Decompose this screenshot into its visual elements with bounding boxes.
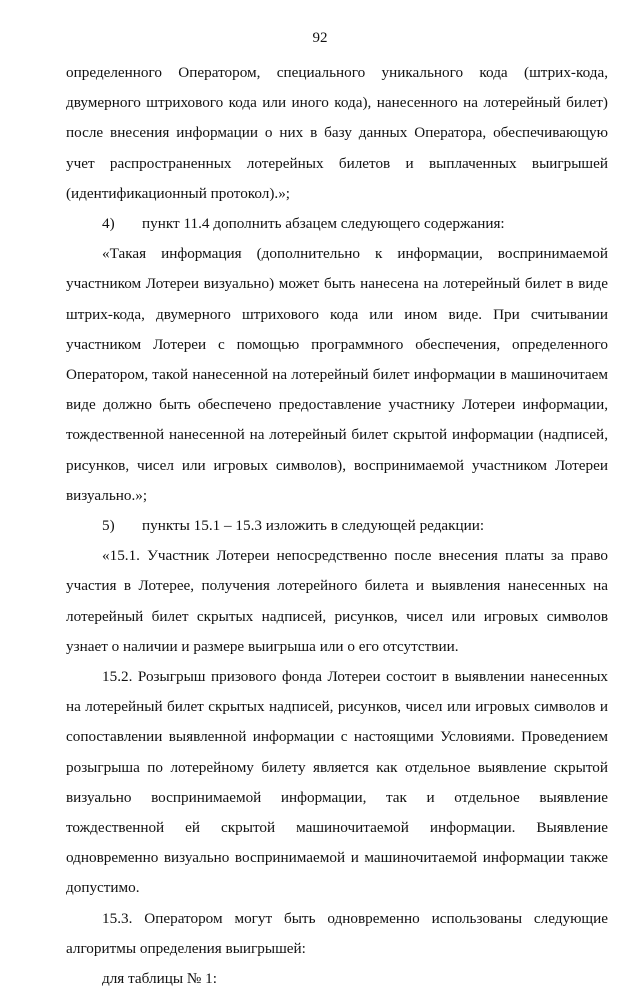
list-item-5-number: 5) [102, 517, 115, 535]
paragraph-machine-readable-info: «Такая информация (дополнительно к информации, воспринимаемой участником Лотереи визуально) может быть нанесена на лотерейный билет в виде штрих-кода, двумерного штрихового кода или ином виде. При считывании участником Лотереи с помощью программного обеспечения, определенного Оператором, такой нанесенной на лотерейный билет информации в машиночитаем виде должно быть обеспечено предоставление участнику Лотереи информации, тождественной нанесенной на лотерейный билет скрытой информации (надписей, рисунков, чисел или игровых символов), воспринимаемой участником Лотереи визуально.»; [66, 245, 608, 504]
list-item-5 [66, 511, 608, 541]
paragraph-identification-protocol: определенного Оператором, специального уникального кода (штрих-кода, двумерного штрихового кода или иного кода), нанесенного на лотерейный билет) после внесения информации о них в базу данных Оператора, обеспечивающую учет распространенных лотерейных билетов и выплаченных выигрышей (идентификационный протокол).»; [66, 64, 608, 202]
list-item-4-text: пункт 11.4 дополнить абзацем следующего содержания: [142, 215, 505, 233]
list-item-4-number: 4) [102, 215, 115, 233]
page-number: 92 [312, 30, 328, 46]
list-item-5-text: пункты 15.1 – 15.3 изложить в следующей редакции: [142, 517, 485, 535]
paragraph-table-1-heading: для таблицы № 1: [102, 970, 217, 988]
list-item-4 [66, 209, 608, 239]
paragraph-15-2: 15.2. Розыгрыш призового фонда Лотереи состоит в выявлении нанесенных на лотерейный билет скрытых надписей, рисунков, чисел или игровых символов и сопоставлении выявленной информации с настоящими Условиями. Проведением розыгрыша по лотерейному билету является как отдельное выявление скрытой визуально воспринимаемой информации, так и отдельное выявление тождественной ей скрытой машиночитаемой информации. Выявление одновременно визуально воспринимаемой и машиночитаемой информации также допустимо. [66, 668, 608, 897]
document-body [66, 58, 608, 994]
paragraph-15-3: 15.3. Оператором могут быть одновременно использованы следующие алгоритмы определения выигрышей: [66, 909, 608, 957]
paragraph-15-1: «15.1. Участник Лотереи непосредственно после внесения платы за право участия в Лотерее, получения лотерейного билета и выявления нанесенных на лотерейный билет скрытых надписей, рисунков, чисел или игровых символов узнает о наличии и размере выигрыша или о его отсутствии. [66, 547, 608, 655]
